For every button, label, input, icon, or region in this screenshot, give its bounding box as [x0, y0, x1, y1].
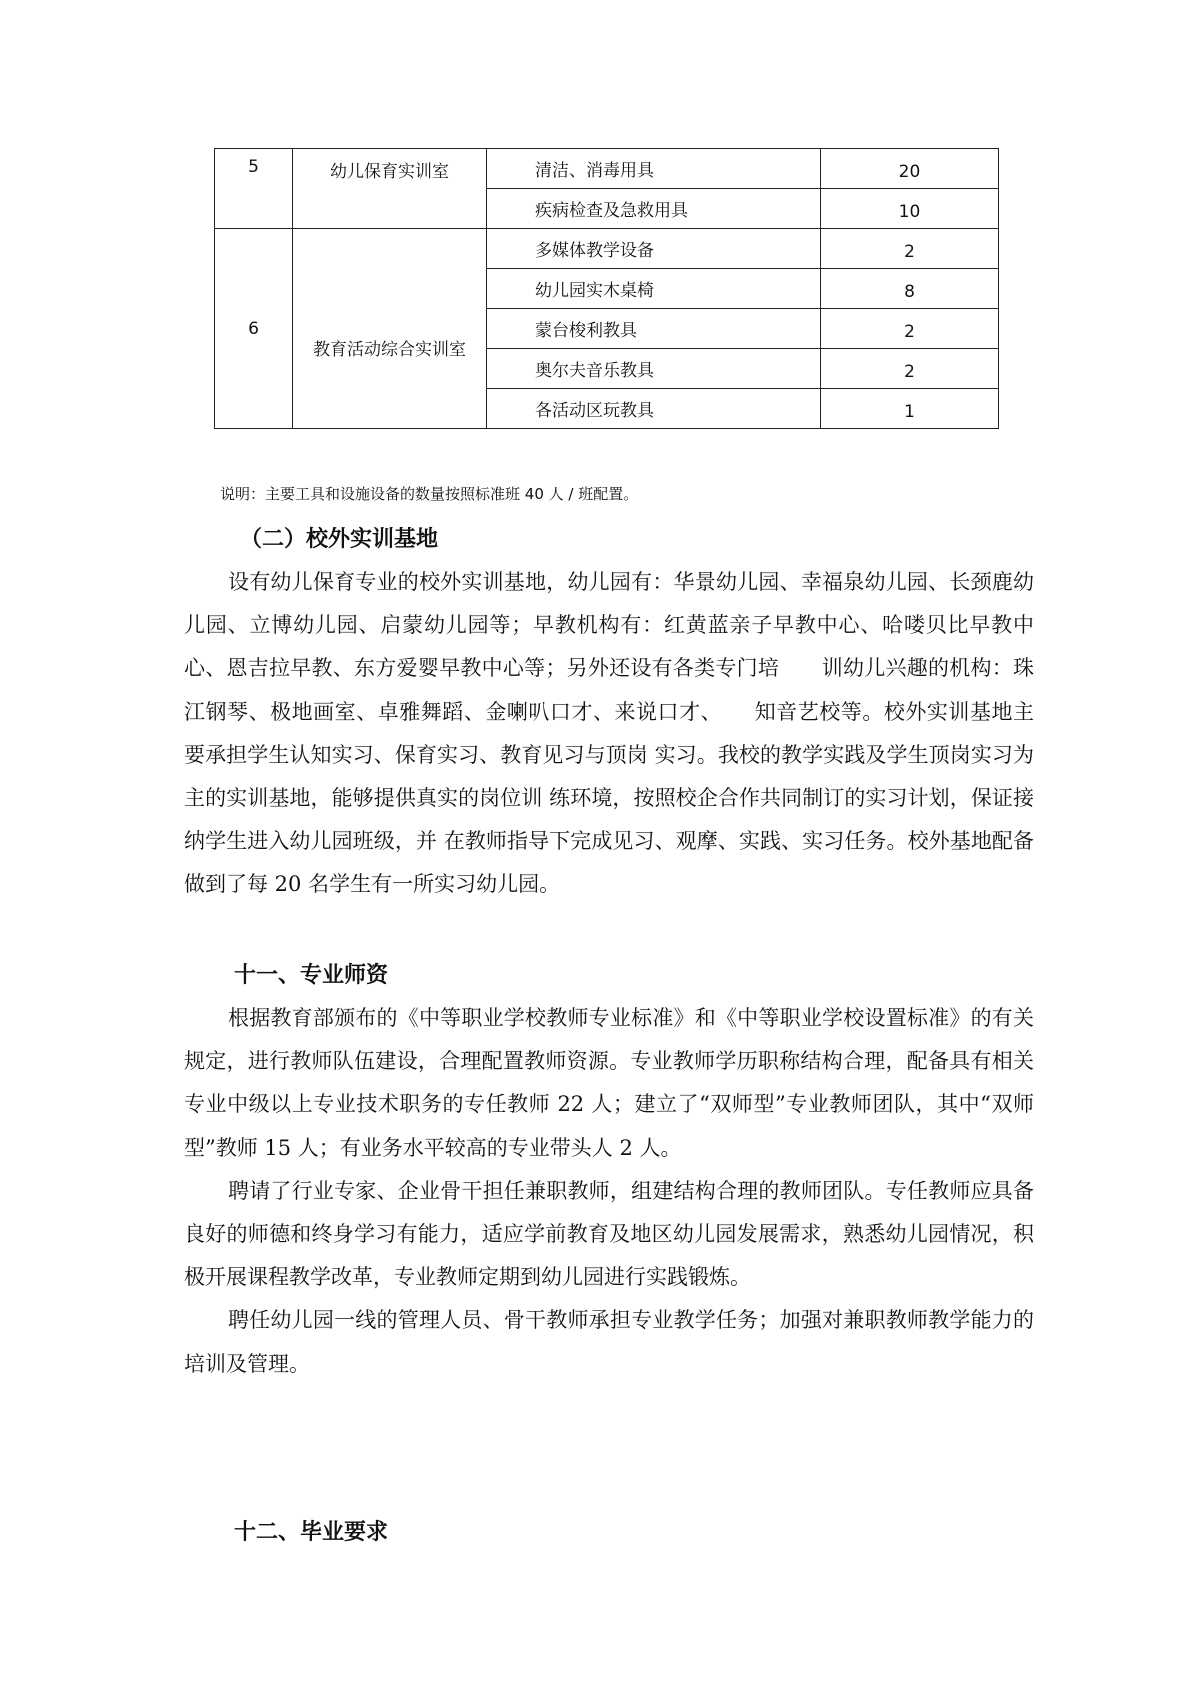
table-cell-item: 奥尔夫音乐教具 — [487, 349, 821, 389]
table-cell-qty: 20 — [821, 149, 999, 189]
equipment-table — [214, 148, 999, 429]
table-cell-no: 5 — [215, 149, 293, 229]
table-cell-item: 清洁、消毒用具 — [487, 149, 821, 189]
section-heading: （二）校外实训基地 — [240, 527, 439, 552]
paragraph: 根据教育部颁布的《中等职业学校教师专业标准》和《中等职业学校设置标准》的有关规定，进行教师队伍建设，合理配置教师资源。专业教师学历职称结构合理，配备具有相关专业中级以上专业技术职务的专任教师 22 人；建立了“双师型”专业教师团队，其中“双师型”教师 15 人；有业务水平较高的专业带头人 2 人。 — [184, 1006, 1034, 1160]
table-cell-item: 各活动区玩教具 — [487, 389, 821, 429]
table-row — [215, 229, 999, 269]
table-note: 说明：主要工具和设施设备的数量按照标准班 40 人 / 班配置。 — [220, 485, 639, 503]
table-row — [215, 149, 999, 189]
table-cell-item: 疾病检查及急救用具 — [487, 189, 821, 229]
section-heading: 十一、专业师资 — [234, 963, 389, 988]
section-offcampus — [184, 518, 1034, 907]
section-teachers — [184, 954, 1034, 1386]
table-cell-item: 幼儿园实木桌椅 — [487, 269, 821, 309]
paragraph: 设有幼儿保育专业的校外实训基地，幼儿园有：华景幼儿园、幸福泉幼儿园、长颈鹿幼儿园、立博幼儿园、启蒙幼儿园等；早教机构有：红黄蓝亲子早教中心、哈喽贝比早教中心、恩吉拉早教、东方爱婴早教中心等；另外还设有各类专门培 训幼儿兴趣的机构：珠江钢琴、极地画室、卓雅舞蹈、金喇叭口才、来说口才、 知音艺校等。校外实训基地主要承担学生认知实习、保育实习、教育见习与顶岗 实习。我校的教学实践及学生顶岗实习为主的实训基地，能够提供真实的岗位训 练环境，按照校企合作共同制订的实习计划，保证接纳学生进入幼儿园班级，并 在教师指导下完成见习、观摩、实践、实习任务。校外基地配备做到了每 20 名学生有一所实习幼儿园。 — [184, 570, 1034, 897]
table-cell-qty: 1 — [821, 389, 999, 429]
table-cell-qty: 2 — [821, 229, 999, 269]
table-cell-no: 6 — [215, 229, 293, 429]
section-heading: 十二、毕业要求 — [234, 1520, 389, 1545]
table-cell-qty: 2 — [821, 309, 999, 349]
table-cell-item: 蒙台梭利教具 — [487, 309, 821, 349]
paragraph: 聘请了行业专家、企业骨干担任兼职教师，组建结构合理的教师团队。专任教师应具备良好的师德和终身学习有能力，适应学前教育及地区幼儿园发展需求，熟悉幼儿园情况，积极开展课程教学改革，专业教师定期到幼儿园进行实践锻炼。 — [184, 1178, 1034, 1290]
paragraph: 聘任幼儿园一线的管理人员、骨干教师承担专业教学任务；加强对兼职教师教学能力的培训及管理。 — [184, 1308, 1034, 1376]
section-graduation — [184, 1511, 1034, 1554]
table-cell-qty: 8 — [821, 269, 999, 309]
table-cell-qty: 2 — [821, 349, 999, 389]
table-cell-item: 多媒体教学设备 — [487, 229, 821, 269]
table-cell-qty: 10 — [821, 189, 999, 229]
table-cell-room: 教育活动综合实训室 — [293, 229, 487, 429]
table-cell-room: 幼儿保育实训室 — [293, 149, 487, 229]
